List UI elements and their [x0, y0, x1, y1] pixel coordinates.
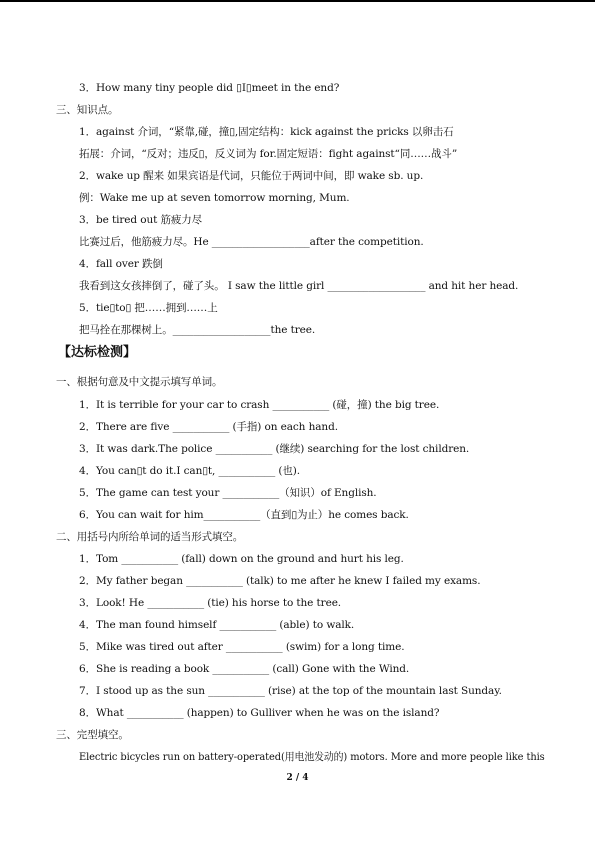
- part2-item: 5．Mike was tired out after ___________ (swim) for a long time.: [79, 641, 405, 653]
- part3-title: 三、完型填空。: [56, 729, 129, 741]
- knowledge-2-example: 例：Wake me up at seven tomorrow morning, Mum.: [79, 192, 350, 204]
- knowledge-3: 3．be tired out 筋疲力尽: [79, 214, 203, 226]
- part1-item: 2．There are five ___________ (手指) on each hand.: [79, 421, 338, 433]
- question-3: 3．How many tiny people did ▯I▯meet in the end?: [79, 82, 340, 94]
- knowledge-3-exercise: 比赛过后，他筋疲力尽。He ___________________after the competition.: [79, 236, 424, 248]
- knowledge-2: 2．wake up 醒来 如果宾语是代词，只能位于两词中间，即 wake sb. up.: [79, 170, 424, 182]
- part3-text: Electric bicycles run on battery-operated(用电池发动的) motors. More and more people like this: [79, 751, 545, 763]
- knowledge-1: 1．against 介词，“紧靠,碰，撞▯,固定结构：kick against the pricks 以卵击石: [79, 126, 454, 138]
- part1-item: 1．It is terrible for your car to crash ___________ (碰，撞) the big tree.: [79, 399, 440, 411]
- knowledge-5: 5．tie▯to▯ 把……拥到……上: [79, 302, 218, 314]
- part2-item: 6．She is reading a book ___________ (call) Gone with the Wind.: [79, 663, 410, 675]
- knowledge-heading: 三、知识点。: [56, 104, 119, 116]
- section-heading: 【达标检测】: [58, 345, 137, 360]
- part2-item: 3．Look! He ___________ (tie) his horse to the tree.: [79, 597, 342, 609]
- part1-item: 5．The game can test your ___________（知识）of English.: [79, 487, 377, 499]
- knowledge-1-extension: 拓展：介词，“反对；违反▯，反义词为 for.固定短语：fight against“同……战斗”: [79, 148, 458, 160]
- page-number: 2 / 4: [286, 773, 309, 783]
- page-top-rule: [0, 0, 595, 2]
- part1-item: 3．It was dark.The police ___________ (继续) searching for the lost children.: [79, 443, 470, 455]
- part1-item: 4．You can▯t do it.I can▯t, ___________ (也).: [79, 465, 301, 477]
- part2-item: 1．Tom ___________ (fall) down on the ground and hurt his leg.: [79, 553, 404, 565]
- knowledge-5-exercise: 把马拴在那棵树上。___________________the tree.: [79, 324, 316, 336]
- part2-item: 2．My father began ___________ (talk) to me after he knew I failed my exams.: [79, 575, 481, 587]
- part2-item: 7．I stood up as the sun ___________ (rise) at the top of the mountain last Sunday.: [79, 685, 502, 697]
- part1-item: 6．You can wait for him___________（直到▯为止）he comes back.: [79, 509, 409, 521]
- part2-item: 4．The man found himself ___________ (able) to walk.: [79, 619, 355, 631]
- part1-title: 一、根据句意及中文提示填写单词。: [56, 376, 223, 388]
- knowledge-4-exercise: 我看到这女孩摔倒了，碰了头。 I saw the little girl ___________________ and hit her head.: [79, 280, 519, 292]
- knowledge-4: 4．fall over 跌倒: [79, 258, 163, 270]
- part2-title: 二、用括号内所给单词的适当形式填空。: [56, 531, 244, 543]
- part2-item: 8．What ___________ (happen) to Gulliver when he was on the island?: [79, 707, 440, 719]
